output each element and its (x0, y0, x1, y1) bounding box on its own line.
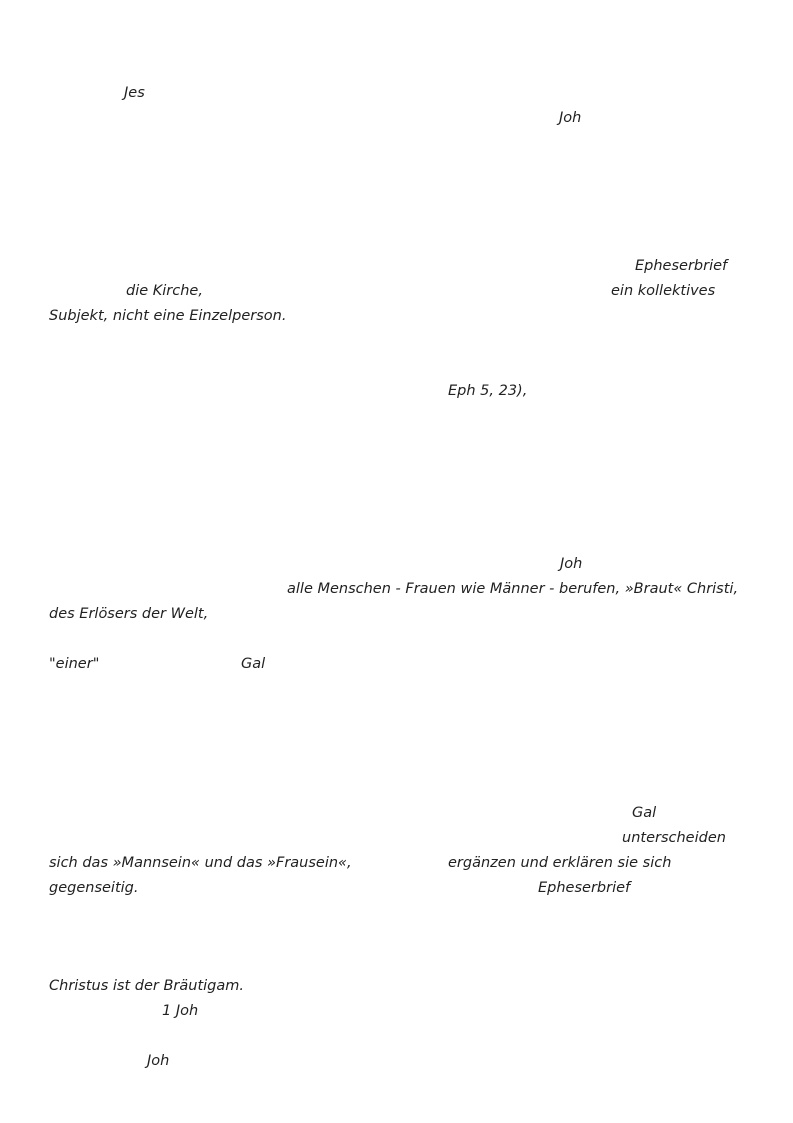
phrase-unterscheiden: unterscheiden (622, 830, 726, 846)
phrase-des-erloesers: des Erlösers der Welt, (49, 606, 209, 622)
reference-joh: Joh (147, 1053, 170, 1069)
phrase-alle-menschen: alle Menschen - Frauen wie Männer - berufen, »Braut« Christi, (287, 581, 739, 597)
phrase-subjekt: Subjekt, nicht eine Einzelperson. (49, 308, 287, 324)
term-epheserbrief: Epheserbrief (635, 258, 728, 274)
phrase-ergaenzen: ergänzen und erklären sie sich (448, 855, 672, 871)
phrase-gegenseitig: gegenseitig. (49, 880, 139, 896)
phrase-mannsein-frausein: sich das »Mannsein« und das »Frausein«, (49, 855, 352, 871)
phrase-ein-kollektives: ein kollektives (611, 283, 716, 299)
reference-1-joh: 1 Joh (162, 1003, 199, 1019)
term-einer: "einer" (49, 656, 100, 672)
phrase-die-kirche: die Kirche, (126, 283, 203, 299)
term-epheserbrief: Epheserbrief (538, 880, 631, 896)
phrase-christus-braeutigam: Christus ist der Bräutigam. (49, 978, 244, 994)
reference-jes: Jes (124, 85, 145, 101)
reference-eph: Eph 5, 23), (448, 383, 528, 399)
reference-joh: Joh (560, 556, 583, 572)
reference-gal: Gal (241, 656, 266, 672)
reference-gal: Gal (632, 805, 657, 821)
reference-joh: Joh (559, 110, 582, 126)
